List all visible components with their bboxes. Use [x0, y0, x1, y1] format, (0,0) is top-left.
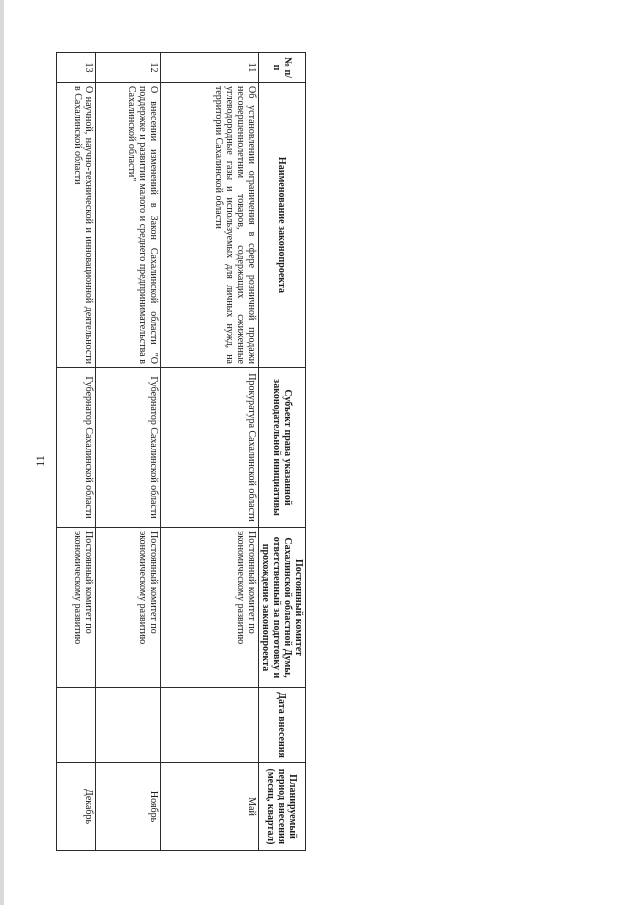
header-num: № п/п — [259, 53, 306, 83]
row-subject: Губернатор Сахалинской области — [95, 368, 160, 528]
table-row — [57, 53, 96, 851]
row-date — [57, 688, 96, 763]
row-subject: Губернатор Сахалинской области — [57, 368, 96, 528]
table-row — [95, 53, 160, 851]
row-num: 12 — [95, 53, 160, 83]
row-committee: Постоянный комитет по экономическому развитию — [57, 528, 96, 688]
table-header-row — [259, 53, 306, 851]
row-period: Декабрь — [57, 763, 96, 851]
row-bill-name: Об установлении ограничения в сфере розничной продажи несовершеннолетним товаров, содержащих сжиженные углеводородные газы и используемых для личных нужд, на территории Сахалинской области — [160, 83, 258, 368]
scan-edge — [0, 0, 4, 905]
row-date — [95, 688, 160, 763]
row-period: Май — [160, 763, 258, 851]
header-committee: Постоянный комитет Сахалинской областной Думы, ответственный за подготовку и прохождение законопроекта — [259, 528, 306, 688]
legislation-plan-table — [56, 52, 306, 851]
row-bill-name: О научной, научно-технической и инновационной деятельности в Сахалинской области — [57, 83, 96, 368]
row-period: Ноябрь — [95, 763, 160, 851]
rotated-table-container — [56, 52, 306, 850]
row-date — [160, 688, 258, 763]
row-bill-name: О внесении изменений в Закон Сахалинской области "О поддержке и развитии малого и среднего предпринимательства в Сахалинской области" — [95, 83, 160, 368]
header-date: Дата внесения — [259, 688, 306, 763]
page-number: 11 — [33, 455, 47, 467]
header-subject: Субъект права указанной законодательной инициативы — [259, 368, 306, 528]
header-name: Наименование законопроекта — [259, 83, 306, 368]
row-committee: Постоянный комитет по экономическому развитию — [160, 528, 258, 688]
row-num: 13 — [57, 53, 96, 83]
row-subject: Прокуратура Сахалинской области — [160, 368, 258, 528]
table-row — [160, 53, 258, 851]
header-period: Планируемый период внесения (месяц, квартал) — [259, 763, 306, 851]
row-num: 11 — [160, 53, 258, 83]
row-committee: Постоянный комитет по экономическому развитию — [95, 528, 160, 688]
